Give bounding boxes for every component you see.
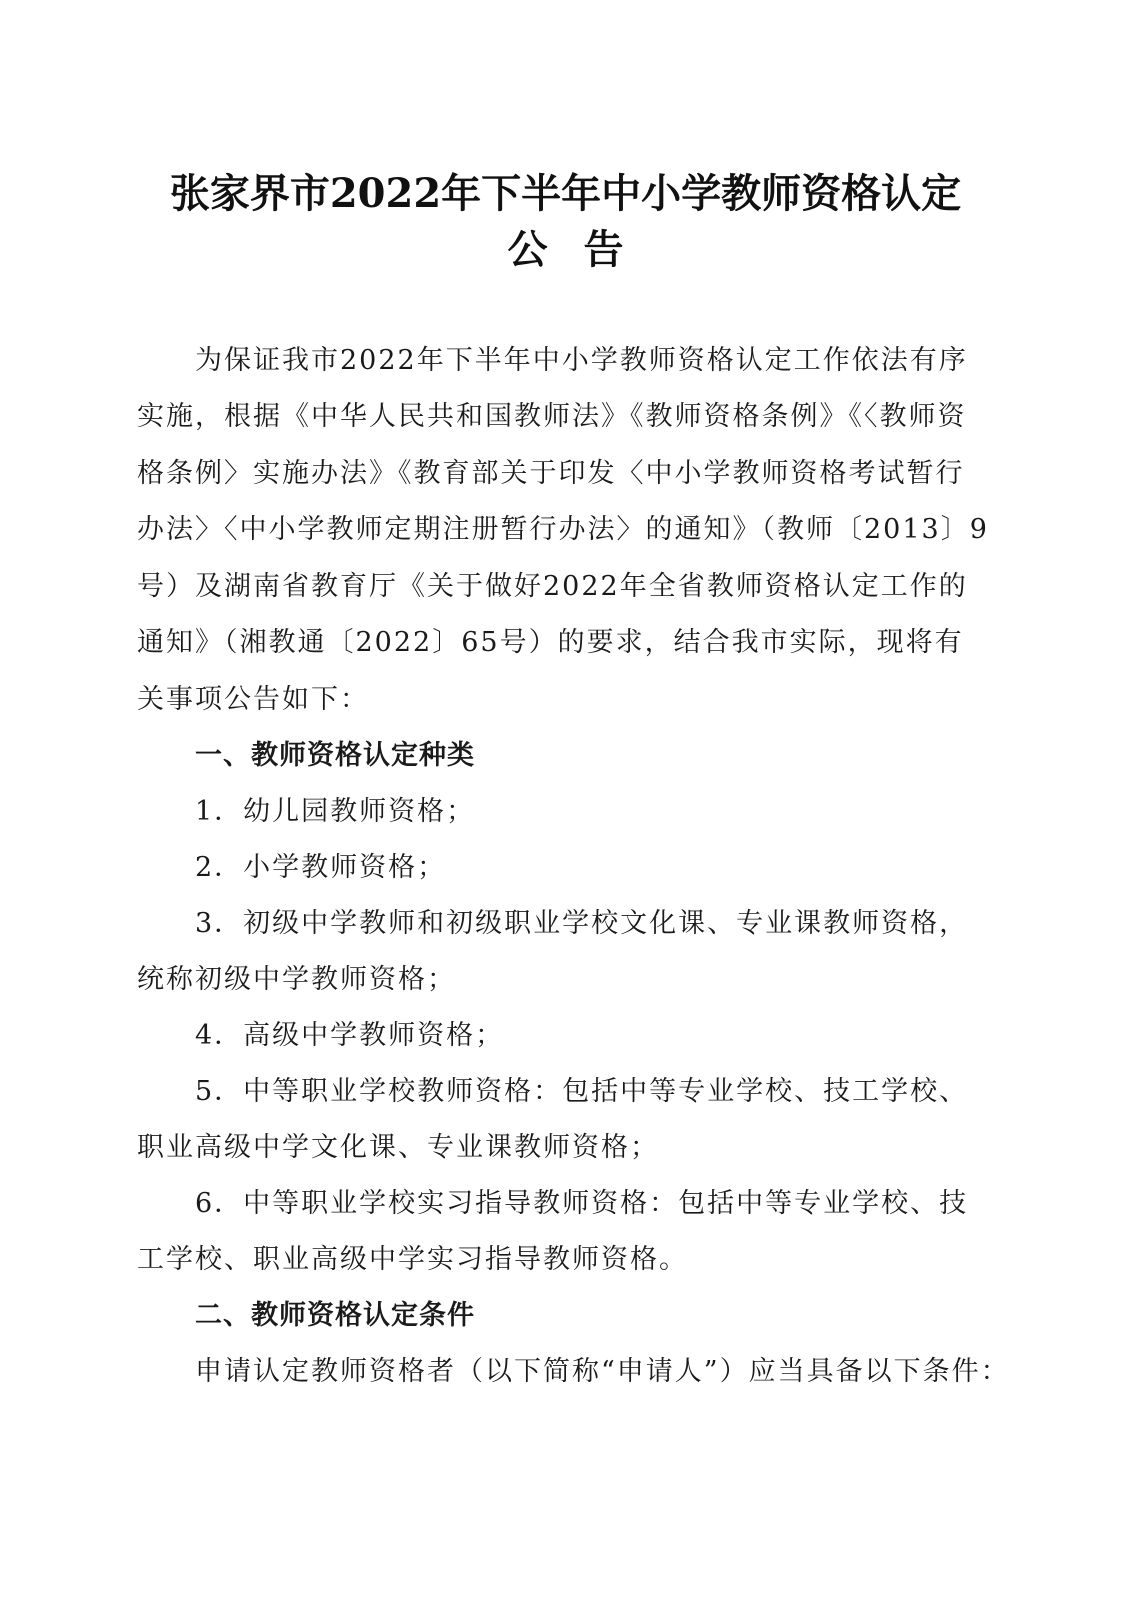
section1-item-3-cont: 统称初级中学教师资格；: [137, 964, 456, 995]
section1-item-5: 5．中等职业学校教师资格：包括中等专业学校、技工学校、: [195, 1076, 969, 1107]
intro-line-2: 实施，根据《中华人民共和国教师法》《教师资格条例》《〈教师资: [137, 401, 967, 432]
intro-line-6: 通知》（湘教通〔2022〕65号）的要求，结合我市实际，现将有: [137, 627, 964, 658]
section1-item-5-cont: 职业高级中学文化课、专业课教师资格；: [137, 1132, 659, 1163]
section1-item-3: 3．初级中学教师和初级职业学校文化课、专业课教师资格，: [195, 908, 969, 939]
section1-item-4: 4．高级中学教师资格；: [195, 1020, 505, 1051]
document-title-announcement: 公告: [507, 226, 660, 273]
section1-item-6-cont: 工学校、职业高级中学实习指导教师资格。: [137, 1244, 688, 1275]
section1-item-2: 2．小学教师资格；: [195, 852, 447, 883]
section1-item-6: 6．中等职业学校实习指导教师资格：包括中等专业学校、技: [195, 1188, 969, 1219]
section-heading-1: 一、教师资格认定种类: [195, 740, 475, 771]
intro-line-5: 号）及湖南省教育厅《关于做好2022年全省教师资格认定工作的: [137, 571, 968, 602]
intro-line-3: 格条例〉实施办法》《教育部关于印发〈中小学教师资格考试暂行: [137, 458, 965, 489]
document-title: 张家界市2022年下半年中小学教师资格认定: [169, 170, 962, 217]
section1-item-1: 1．幼儿园教师资格；: [195, 796, 476, 827]
intro-line-7: 关事项公告如下：: [137, 684, 369, 715]
intro-line-4: 办法〉〈中小学教师定期注册暂行办法〉的通知》（教师〔2013〕9: [137, 514, 989, 545]
section2-intro: 申请认定教师资格者（以下简称“申请人”）应当具备以下条件：: [195, 1356, 1010, 1387]
section-heading-2: 二、教师资格认定条件: [195, 1300, 475, 1331]
intro-line-1: 为保证我市2022年下半年中小学教师资格认定工作依法有序: [195, 345, 968, 376]
